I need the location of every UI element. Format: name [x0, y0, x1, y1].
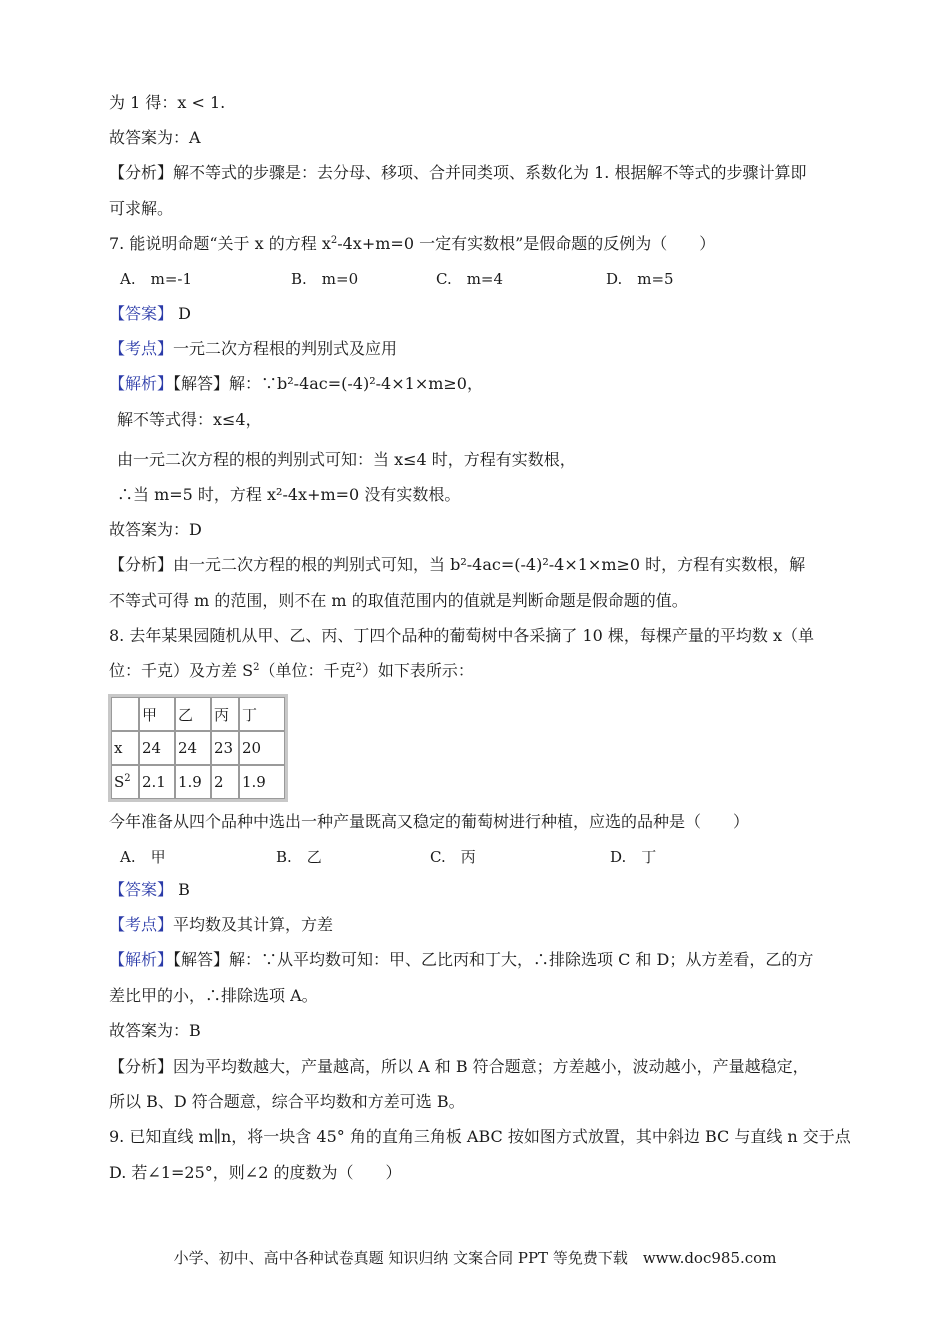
q8-option-d: D. 丁 — [610, 848, 657, 866]
q7-kaodian: 一元二次方程根的判别式及应用 — [173, 339, 398, 358]
analysis-tag: 【分析】 — [109, 163, 174, 182]
variance-superscript: 2 — [124, 773, 131, 784]
kaodian-tag: 【考点】 — [109, 339, 174, 358]
text-line: 所以 B、D 符合题意，综合平均数和方差可选 B。 — [109, 1092, 465, 1111]
text-line: 不等式可得 m 的范围，则不在 m 的取值范围内的值就是判断命题是假命题的值。 — [109, 591, 688, 610]
q7-answer: D — [173, 304, 191, 323]
table-cell: 丙 — [211, 697, 239, 731]
q7-jiexi: 【解答】解：∵b²-4ac=(-4)²-4×1×m≥0， — [173, 374, 483, 393]
table-row — [111, 697, 285, 731]
table-cell: 20 — [239, 731, 285, 765]
text-line: 可求解。 — [109, 199, 174, 218]
answer-tag: 【答案】 — [109, 304, 174, 323]
table-cell: 2 — [211, 765, 239, 799]
q8-option-c: C. 丙 — [430, 848, 476, 866]
q8-option-b: B. 乙 — [276, 848, 322, 866]
table-cell: 乙 — [175, 697, 211, 731]
table-cell: 24 — [175, 731, 211, 765]
q7-kaodian-line — [109, 339, 397, 359]
table-cell: 1.9 — [239, 765, 285, 799]
q7-analysis: 由一元二次方程的根的判别式可知，当 b²-4ac=(-4)²-4×1×m≥0 时，方程有实数根，解 — [173, 555, 806, 574]
q8-jiexi: 【解答】解：∵从平均数可知：甲、乙比丙和丁大，∴排除选项 C 和 D；从方差看，乙的方 — [173, 950, 814, 969]
question-8-line2 — [109, 661, 474, 681]
question-9: 9. 已知直线 m∥n，将一块含 45° 角的直角三角板 ABC 按如图方式放置，其中斜边 BC 与直线 n 交于点 — [109, 1127, 851, 1146]
q7-text-a: 7. 能说明命题“关于 x 的方程 x — [109, 234, 331, 253]
text-line: 由一元二次方程的根的判别式可知：当 x≤4 时，方程有实数根， — [117, 450, 576, 469]
jiexi-tag: 【解析】 — [109, 374, 174, 393]
q7-text-b: -4x+m=0 一定有实数根”是假命题的反例为（ ） — [337, 234, 716, 253]
text-line: 差比甲的小，∴排除选项 A。 — [109, 986, 318, 1005]
variance-label: S — [114, 773, 125, 791]
analysis-tag: 【分析】 — [109, 1057, 174, 1076]
text-line: ∴当 m=5 时，方程 x²-4x+m=0 没有实数根。 — [117, 485, 461, 504]
text-line: 故答案为：B — [109, 1021, 201, 1040]
q8-jiexi-line — [109, 950, 813, 970]
q8-kaodian: 平均数及其计算，方差 — [173, 915, 334, 934]
table-cell: 甲 — [139, 697, 175, 731]
jiexi-tag: 【解析】 — [109, 950, 174, 969]
table-cell: 丁 — [239, 697, 285, 731]
q8-superscript: 2 — [253, 662, 260, 673]
kaodian-tag: 【考点】 — [109, 915, 174, 934]
table-cell — [111, 765, 139, 799]
q8-analysis: 因为平均数越大，产量越高，所以 A 和 B 符合题意；方差越小，波动越小，产量越稳定， — [173, 1057, 809, 1076]
table-cell: x — [111, 731, 139, 765]
question-7 — [109, 234, 715, 254]
table-cell — [111, 697, 139, 731]
q7-option-c: C. m=4 — [436, 270, 504, 288]
table-cell: 1.9 — [175, 765, 211, 799]
q8-text-a: 位：千克）及方差 S — [109, 661, 254, 680]
q8-text-c: ）如下表所示： — [361, 661, 474, 680]
q8-kaodian-line — [109, 915, 333, 935]
analysis-line — [109, 163, 806, 183]
text-line: 为 1 得：x < 1. — [109, 93, 226, 112]
text-line: 故答案为：A — [109, 128, 201, 147]
text-line: 故答案为：D — [109, 520, 202, 539]
table-cell: 23 — [211, 731, 239, 765]
q8-answer: B — [173, 880, 190, 899]
q8-text-b: （单位：千克 — [259, 661, 356, 680]
table-cell: 24 — [139, 731, 175, 765]
q7-jiexi-line — [109, 374, 483, 394]
variety-data-table — [108, 694, 288, 802]
q8-answer-line — [109, 880, 190, 900]
answer-tag: 【答案】 — [109, 880, 174, 899]
text-line: 解不等式得：x≤4， — [117, 410, 262, 429]
page-footer: 小学、初中、高中各种试卷真题 知识归纳 文案合同 PPT 等免费下载 www.doc985.com — [173, 1249, 777, 1267]
analysis-text: 解不等式的步骤是：去分母、移项、合并同类项、系数化为 1. 根据解不等式的步骤计算即 — [173, 163, 807, 182]
q8-analysis-line — [109, 1057, 809, 1077]
q8-option-a: A. 甲 — [120, 848, 166, 866]
question-8-prompt: 今年准备从四个品种中选出一种产量既高又稳定的葡萄树进行种植，应选的品种是（ ） — [109, 812, 750, 831]
table-cell: 2.1 — [139, 765, 175, 799]
table-row — [111, 765, 285, 799]
q7-analysis-line — [109, 555, 805, 575]
q7-option-a: A. m=-1 — [120, 270, 193, 288]
q8-superscript-2: 2 — [355, 662, 362, 673]
q7-option-b: B. m=0 — [291, 270, 359, 288]
q7-superscript: 2 — [330, 235, 338, 246]
question-8: 8. 去年某果园随机从甲、乙、丙、丁四个品种的葡萄树中各采摘了 10 棵，每棵产量的平均数 x（单 — [109, 626, 814, 645]
question-9-line2: D. 若∠1=25°，则∠2 的度数为（ ） — [109, 1163, 402, 1182]
q7-answer-line — [109, 304, 191, 324]
table-row — [111, 731, 285, 765]
analysis-tag: 【分析】 — [109, 555, 174, 574]
q7-option-d: D. m=5 — [606, 270, 674, 288]
